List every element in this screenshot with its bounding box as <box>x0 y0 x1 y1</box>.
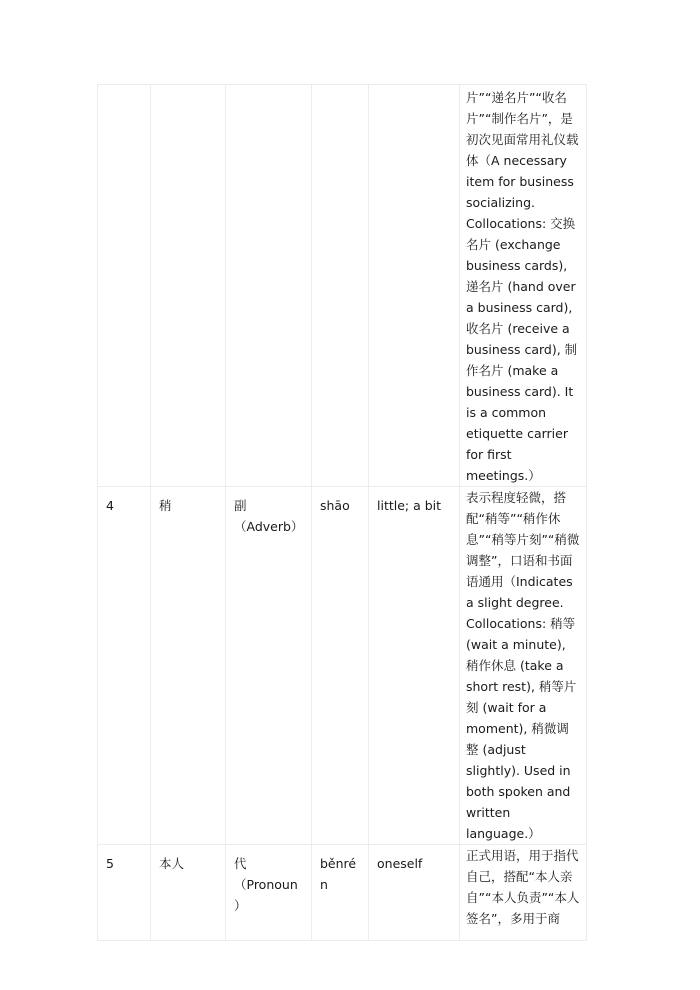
cell-part-of-speech: 代（Pronoun） <box>226 845 312 941</box>
table-row <box>98 487 587 845</box>
cell-usage-note: 片”“递名片”“收名片”“制作名片”，是初次见面常用礼仪载体（A necessary item for business socializing. Collocations: 交换名片 (exchange business cards), 递名片 (hand over a business card), 收名片 (receive a business card), 制作名片 (make a business card). It is a common etiquette carrier for first meetings.） <box>460 85 587 487</box>
cell-part-of-speech <box>226 85 312 487</box>
cell-word: 稍 <box>151 487 226 845</box>
cell-meaning: little; a bit <box>369 487 460 845</box>
vocabulary-table <box>97 84 587 941</box>
cell-pinyin: shāo <box>312 487 369 845</box>
cell-meaning <box>369 85 460 487</box>
cell-number <box>98 85 151 487</box>
cell-usage-note: 表示程度轻微，搭配“稍等”“稍作休息”“稍等片刻”“稍微调整”，口语和书面语通用（Indicates a slight degree. Collocations: 稍等 (wait a minute), 稍作休息 (take a short rest), 稍等片刻 (wait for a moment), 稍微调整 (adjust slightly). Used in both spoken and written language.） <box>460 487 587 845</box>
cell-usage-note: 正式用语，用于指代自己，搭配“本人亲自”“本人负责”“本人签名”，多用于商 <box>460 845 587 941</box>
cell-pinyin: běnrén <box>312 845 369 941</box>
table-row <box>98 845 587 941</box>
cell-pinyin <box>312 85 369 487</box>
cell-meaning: oneself <box>369 845 460 941</box>
cell-number: 5 <box>98 845 151 941</box>
cell-word <box>151 85 226 487</box>
cell-word: 本人 <box>151 845 226 941</box>
cell-number: 4 <box>98 487 151 845</box>
table-row <box>98 85 587 487</box>
cell-part-of-speech: 副（Adverb） <box>226 487 312 845</box>
